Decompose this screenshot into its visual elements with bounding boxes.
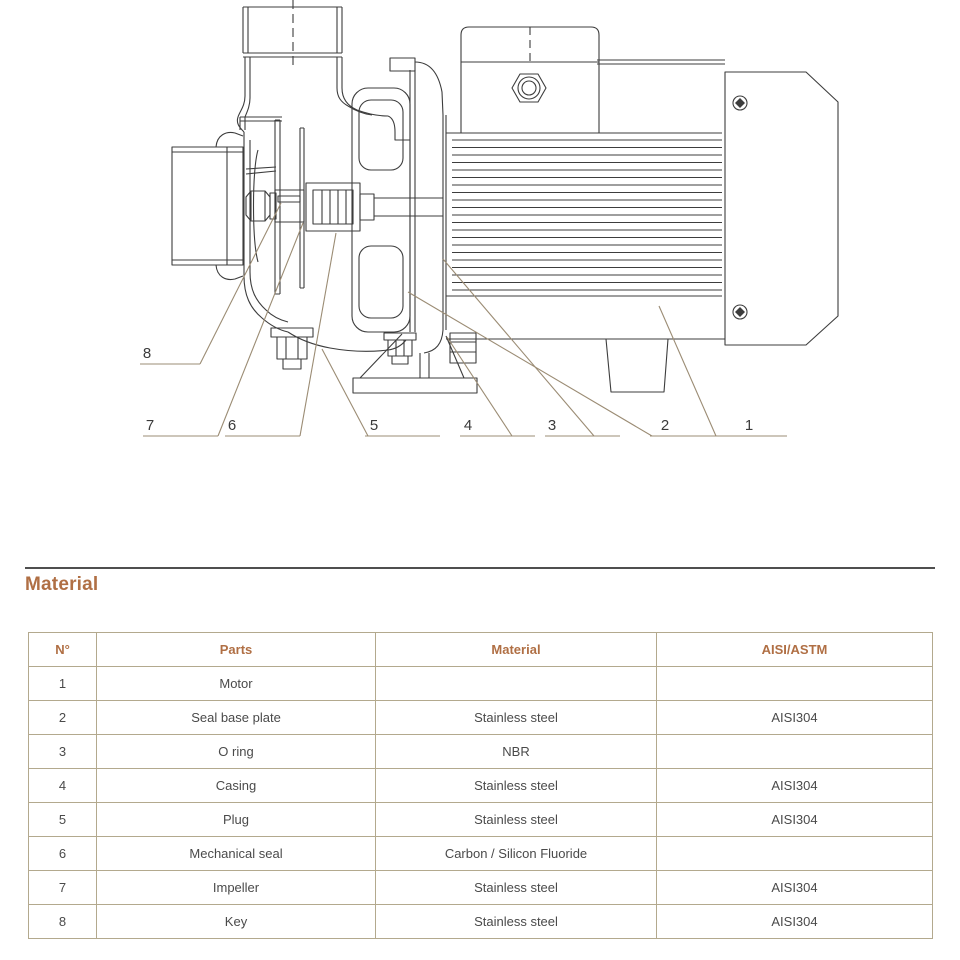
callout-3 xyxy=(443,259,620,436)
callout-1 xyxy=(659,306,787,436)
callout-leader-line xyxy=(300,233,336,436)
table-row xyxy=(29,701,933,735)
impeller-nut xyxy=(246,191,276,221)
table-row xyxy=(29,735,933,769)
table-cell: AISI304 xyxy=(657,871,933,905)
table-row xyxy=(29,905,933,939)
table-cell: 4 xyxy=(29,769,97,803)
pump-casing xyxy=(240,106,410,351)
table-cell: Impeller xyxy=(97,871,376,905)
table-cell xyxy=(657,667,933,701)
callout-number: 7 xyxy=(145,417,155,434)
shaft-key xyxy=(278,196,300,202)
fan-cover xyxy=(725,72,838,345)
callout-leader-line xyxy=(200,203,281,364)
table-cell: Stainless steel xyxy=(376,871,657,905)
callout-leader-line xyxy=(218,223,303,436)
shaft xyxy=(374,198,443,216)
table-cell: Plug xyxy=(97,803,376,837)
table-cell: O ring xyxy=(97,735,376,769)
material-table xyxy=(28,632,933,939)
suction-flange xyxy=(172,133,243,280)
header-cell: Material xyxy=(376,633,657,667)
table-cell: 1 xyxy=(29,667,97,701)
screw-icon xyxy=(733,305,747,319)
cable-gland-icon xyxy=(512,74,546,102)
table-cell: 6 xyxy=(29,837,97,871)
table-cell xyxy=(376,667,657,701)
table-row xyxy=(29,871,933,905)
table-cell: Stainless steel xyxy=(376,905,657,939)
terminal-box xyxy=(461,27,599,133)
table-cell: 7 xyxy=(29,871,97,905)
table-cell: Casing xyxy=(97,769,376,803)
table-cell: Mechanical seal xyxy=(97,837,376,871)
table-row xyxy=(29,837,933,871)
table-cell: Seal base plate xyxy=(97,701,376,735)
table-cell: AISI304 xyxy=(657,905,933,939)
callout-2 xyxy=(408,292,725,436)
table-cell: Stainless steel xyxy=(376,769,657,803)
seal-base-plate xyxy=(352,58,415,332)
callout-number: 6 xyxy=(227,417,237,434)
table-cell: 3 xyxy=(29,735,97,769)
callout-number: 8 xyxy=(142,345,152,362)
callout-number: 3 xyxy=(547,417,557,434)
header-cell: N° xyxy=(29,633,97,667)
table-cell: 5 xyxy=(29,803,97,837)
table-cell xyxy=(657,837,933,871)
header-cell: AISI/ASTM xyxy=(657,633,933,667)
table-cell: Carbon / Silicon Fluoride xyxy=(376,837,657,871)
support-bracket xyxy=(353,333,477,393)
motor-fins xyxy=(452,140,722,290)
callout-leader-line xyxy=(408,292,652,436)
section-heading: Material xyxy=(25,574,99,595)
motor-foot xyxy=(606,339,668,392)
table-cell: NBR xyxy=(376,735,657,769)
callout-number: 1 xyxy=(744,417,754,434)
table-row xyxy=(29,769,933,803)
table-cell: AISI304 xyxy=(657,803,933,837)
callout-leader-line xyxy=(443,259,594,436)
table-row xyxy=(29,803,933,837)
screw-icon xyxy=(733,96,747,110)
callout-8 xyxy=(140,203,281,364)
table-cell: Stainless steel xyxy=(376,803,657,837)
table-cell xyxy=(657,735,933,769)
callout-number: 2 xyxy=(660,417,670,434)
callout-leader-line xyxy=(447,337,512,436)
table-cell: 2 xyxy=(29,701,97,735)
table-cell: Motor xyxy=(97,667,376,701)
table-cell: AISI304 xyxy=(657,769,933,803)
divider xyxy=(25,567,935,569)
table-row xyxy=(29,667,933,701)
mechanical-seal xyxy=(306,183,374,231)
discharge-pipe xyxy=(237,0,388,132)
table-cell: Key xyxy=(97,905,376,939)
callout-number: 4 xyxy=(463,417,473,434)
table-header-row xyxy=(29,633,933,667)
table-cell: 8 xyxy=(29,905,97,939)
callout-number: 5 xyxy=(369,417,379,434)
table-cell: Stainless steel xyxy=(376,701,657,735)
header-cell: Parts xyxy=(97,633,376,667)
table-cell: AISI304 xyxy=(657,701,933,735)
